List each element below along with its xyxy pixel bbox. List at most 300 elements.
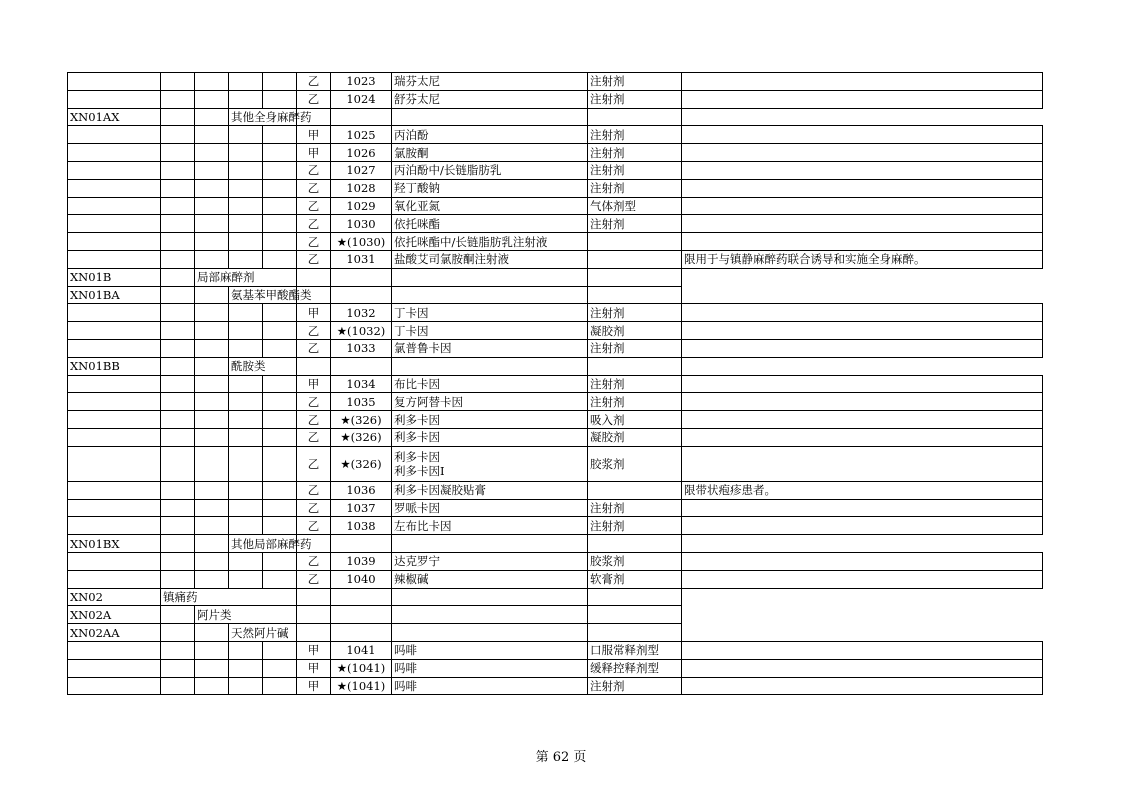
code-cell: XN01BA: [68, 286, 161, 304]
level-cell: [263, 339, 297, 357]
level-cell: [195, 677, 229, 695]
class-cell: 乙: [297, 499, 331, 517]
level-cell: [195, 197, 229, 215]
number-cell: [297, 588, 331, 606]
number-cell: 1034: [331, 375, 392, 393]
level-cell: [161, 90, 195, 108]
drug-name-line: 利多卡因凝胶贴膏: [394, 483, 486, 498]
drug-catalog-table: [67, 72, 1043, 695]
dosage-form: 注射剂: [588, 161, 682, 179]
drug-name: [331, 286, 392, 304]
category-name: 阿片类: [195, 606, 297, 624]
drug-name: [392, 304, 588, 322]
table-row: [68, 677, 1043, 695]
level-cell: [161, 108, 195, 126]
level-cell: [195, 179, 229, 197]
drug-name: [392, 90, 588, 108]
level-cell: [263, 499, 297, 517]
category-name: 局部麻醉剂: [195, 268, 297, 286]
drug-name-line: 利多卡因Ⅰ: [394, 463, 445, 478]
level-cell: [263, 517, 297, 535]
number-cell: 1032: [331, 304, 392, 322]
drug-name: [331, 624, 392, 642]
dosage-form: 胶浆剂: [588, 552, 682, 570]
remark: [588, 357, 682, 375]
code-cell: [68, 179, 161, 197]
class-cell: 甲: [297, 304, 331, 322]
number-cell: 1035: [331, 393, 392, 411]
drug-name: [392, 499, 588, 517]
level-cell: [161, 659, 195, 677]
drug-name-line: 左布比卡因: [394, 518, 452, 533]
class-cell: 乙: [297, 339, 331, 357]
table-row: [68, 286, 1043, 304]
remark: [682, 215, 1043, 233]
class-cell: 甲: [297, 375, 331, 393]
number-cell: 1027: [331, 161, 392, 179]
level-cell: [161, 624, 195, 642]
code-cell: XN02: [68, 588, 161, 606]
drug-name: [392, 161, 588, 179]
level-cell: [229, 304, 263, 322]
level-cell: [161, 215, 195, 233]
category-name: 其他局部麻醉药: [229, 535, 297, 553]
level-cell: [263, 570, 297, 588]
table-row: [68, 339, 1043, 357]
remark: [682, 304, 1043, 322]
drug-name: [331, 606, 392, 624]
level-cell: [161, 481, 195, 499]
table-row: [68, 250, 1043, 268]
class-cell: 甲: [297, 641, 331, 659]
table-row: [68, 570, 1043, 588]
remark: [682, 126, 1043, 144]
code-cell: [68, 641, 161, 659]
class-cell: 乙: [297, 481, 331, 499]
level-cell: [263, 481, 297, 499]
level-cell: [195, 393, 229, 411]
dosage-form: 口服常释剂型: [588, 641, 682, 659]
level-cell: [161, 286, 195, 304]
number-cell: ★(326): [331, 428, 392, 446]
level-cell: [229, 570, 263, 588]
number-cell: 1037: [331, 499, 392, 517]
class-cell: 乙: [297, 73, 331, 91]
level-cell: [161, 499, 195, 517]
level-cell: [161, 570, 195, 588]
drug-name-line: 氯胺酮: [394, 145, 429, 160]
level-cell: [161, 357, 195, 375]
drug-name: [331, 588, 392, 606]
drug-name: [392, 446, 588, 481]
level-cell: [195, 126, 229, 144]
level-cell: [229, 233, 263, 251]
code-cell: [68, 570, 161, 588]
table-row: [68, 624, 1043, 642]
level-cell: [263, 393, 297, 411]
drug-name: [392, 197, 588, 215]
table-row: [68, 179, 1043, 197]
number-cell: 1023: [331, 73, 392, 91]
table-row: [68, 499, 1043, 517]
number-cell: 1039: [331, 552, 392, 570]
number-cell: 1041: [331, 641, 392, 659]
table-row: [68, 304, 1043, 322]
code-cell: XN01AX: [68, 108, 161, 126]
dosage-form: [392, 268, 588, 286]
level-cell: [195, 304, 229, 322]
remark: [682, 428, 1043, 446]
level-cell: [161, 446, 195, 481]
drug-name: [392, 215, 588, 233]
dosage-form: 注射剂: [588, 144, 682, 162]
level-cell: [263, 161, 297, 179]
level-cell: [263, 659, 297, 677]
remark: [682, 375, 1043, 393]
drug-name-line: 盐酸艾司氯胺酮注射液: [394, 252, 509, 267]
remark: [682, 179, 1043, 197]
level-cell: [161, 161, 195, 179]
level-cell: [195, 499, 229, 517]
table-row: [68, 446, 1043, 481]
remark: [588, 108, 682, 126]
level-cell: [229, 552, 263, 570]
level-cell: [263, 126, 297, 144]
number-cell: 1030: [331, 215, 392, 233]
remark: [588, 606, 682, 624]
level-cell: [195, 570, 229, 588]
level-cell: [229, 179, 263, 197]
number-cell: ★(1032): [331, 322, 392, 340]
remark: [682, 499, 1043, 517]
remark: [682, 90, 1043, 108]
table-row: [68, 393, 1043, 411]
code-cell: [68, 393, 161, 411]
remark: [682, 339, 1043, 357]
dosage-form: 吸入剂: [588, 411, 682, 429]
code-cell: [68, 197, 161, 215]
dosage-form: 注射剂: [588, 339, 682, 357]
drug-name-line: 依托咪酯中/长链脂肪乳注射液: [394, 234, 548, 249]
class-cell: 乙: [297, 179, 331, 197]
class-cell: 乙: [297, 90, 331, 108]
level-cell: [161, 179, 195, 197]
remark: [682, 393, 1043, 411]
dosage-form: 注射剂: [588, 393, 682, 411]
class-cell: 甲: [297, 144, 331, 162]
code-cell: XN01B: [68, 268, 161, 286]
code-cell: [68, 446, 161, 481]
level-cell: [195, 375, 229, 393]
level-cell: [161, 250, 195, 268]
drug-name: [392, 73, 588, 91]
class-cell: 乙: [297, 215, 331, 233]
level-cell: [195, 641, 229, 659]
table-row: [68, 90, 1043, 108]
code-cell: [68, 161, 161, 179]
class-cell: 乙: [297, 233, 331, 251]
class-cell: 乙: [297, 411, 331, 429]
remark: [682, 552, 1043, 570]
table-row: [68, 215, 1043, 233]
code-cell: XN01BB: [68, 357, 161, 375]
level-cell: [195, 535, 229, 553]
number-cell: ★(1041): [331, 677, 392, 695]
table-row: [68, 517, 1043, 535]
dosage-form: 注射剂: [588, 90, 682, 108]
code-cell: [68, 428, 161, 446]
number-cell: 1038: [331, 517, 392, 535]
remark: [682, 233, 1043, 251]
table-row: [68, 73, 1043, 91]
level-cell: [229, 677, 263, 695]
level-cell: [161, 304, 195, 322]
level-cell: [195, 481, 229, 499]
level-cell: [195, 659, 229, 677]
dosage-form: [588, 481, 682, 499]
level-cell: [195, 73, 229, 91]
level-cell: [161, 197, 195, 215]
level-cell: [195, 411, 229, 429]
code-cell: [68, 90, 161, 108]
number-cell: [297, 624, 331, 642]
code-cell: [68, 250, 161, 268]
remark: [682, 411, 1043, 429]
level-cell: [229, 481, 263, 499]
level-cell: [263, 197, 297, 215]
level-cell: [161, 268, 195, 286]
category-name: 氨基苯甲酸酯类: [229, 286, 297, 304]
class-cell: 乙: [297, 161, 331, 179]
remark: [682, 446, 1043, 481]
level-cell: [229, 411, 263, 429]
dosage-form: 注射剂: [588, 126, 682, 144]
class-cell: 乙: [297, 250, 331, 268]
level-cell: [161, 393, 195, 411]
code-cell: [68, 552, 161, 570]
number-cell: 1025: [331, 126, 392, 144]
level-cell: [161, 517, 195, 535]
class-cell: 乙: [297, 570, 331, 588]
dosage-form: 缓释控释剂型: [588, 659, 682, 677]
number-cell: ★(1041): [331, 659, 392, 677]
drug-name-line: 羟丁酸钠: [394, 181, 440, 196]
number-cell: ★(326): [331, 446, 392, 481]
drug-name: [392, 659, 588, 677]
drug-name-line: 辣椒碱: [394, 572, 429, 587]
level-cell: [161, 144, 195, 162]
dosage-form: [392, 108, 588, 126]
code-cell: [68, 144, 161, 162]
level-cell: [229, 126, 263, 144]
drug-name: [392, 144, 588, 162]
drug-name-line: 达克罗宁: [394, 554, 440, 569]
page-number: 第 62 页: [535, 750, 587, 765]
level-cell: [161, 535, 195, 553]
level-cell: [229, 659, 263, 677]
number-cell: 1029: [331, 197, 392, 215]
level-cell: [263, 322, 297, 340]
level-cell: [229, 641, 263, 659]
class-cell: 甲: [297, 126, 331, 144]
level-cell: [195, 250, 229, 268]
dosage-form: 注射剂: [588, 517, 682, 535]
drug-name-line: 利多卡因: [394, 449, 440, 464]
level-cell: [161, 552, 195, 570]
drug-name: [392, 233, 588, 251]
level-cell: [229, 428, 263, 446]
number-cell: 1026: [331, 144, 392, 162]
dosage-form: 注射剂: [588, 179, 682, 197]
drug-name: [392, 339, 588, 357]
remark: [588, 268, 682, 286]
level-cell: [229, 161, 263, 179]
table-row: [68, 552, 1043, 570]
level-cell: [195, 446, 229, 481]
level-cell: [161, 322, 195, 340]
remark: [682, 73, 1043, 91]
code-cell: [68, 499, 161, 517]
code-cell: [68, 215, 161, 233]
number-cell: 1031: [331, 250, 392, 268]
drug-name-line: 吗啡: [394, 661, 417, 676]
level-cell: [229, 339, 263, 357]
drug-name-line: 吗啡: [394, 678, 417, 693]
table-row: [68, 588, 1043, 606]
remark: [682, 161, 1043, 179]
level-cell: [195, 215, 229, 233]
drug-name: [331, 357, 392, 375]
level-cell: [263, 179, 297, 197]
table-row: [68, 126, 1043, 144]
code-cell: XN01BX: [68, 535, 161, 553]
level-cell: [161, 73, 195, 91]
class-cell: 乙: [297, 322, 331, 340]
drug-name-line: 布比卡因: [394, 376, 440, 391]
remark: [682, 322, 1043, 340]
dosage-form: [392, 606, 588, 624]
code-cell: [68, 481, 161, 499]
remark: [682, 144, 1043, 162]
drug-name-line: 吗啡: [394, 643, 417, 658]
level-cell: [229, 215, 263, 233]
remark: [682, 517, 1043, 535]
number-cell: 1040: [331, 570, 392, 588]
level-cell: [263, 411, 297, 429]
table-row: [68, 481, 1043, 499]
level-cell: [229, 197, 263, 215]
drug-name: [392, 411, 588, 429]
dosage-form: 凝胶剂: [588, 322, 682, 340]
level-cell: [263, 233, 297, 251]
drug-name-line: 利多卡因: [394, 412, 440, 427]
drug-name: [392, 552, 588, 570]
level-cell: [263, 552, 297, 570]
drug-name-line: 依托咪酯: [394, 216, 440, 231]
dosage-form: 气体剂型: [588, 197, 682, 215]
level-cell: [195, 624, 229, 642]
drug-name-line: 氯普鲁卡因: [394, 341, 452, 356]
code-cell: [68, 339, 161, 357]
drug-name-line: 罗哌卡因: [394, 500, 440, 515]
level-cell: [229, 322, 263, 340]
level-cell: [195, 428, 229, 446]
code-cell: [68, 304, 161, 322]
drug-name-line: 丙泊酚中/长链脂肪乳: [394, 163, 502, 178]
level-cell: [195, 90, 229, 108]
dosage-form: [588, 250, 682, 268]
dosage-form: 凝胶剂: [588, 428, 682, 446]
level-cell: [229, 446, 263, 481]
drug-name-line: 丁卡因: [394, 323, 429, 338]
code-cell: [68, 677, 161, 695]
code-cell: [68, 517, 161, 535]
level-cell: [263, 641, 297, 659]
code-cell: [68, 73, 161, 91]
remark: [682, 570, 1043, 588]
level-cell: [263, 73, 297, 91]
dosage-form: [392, 357, 588, 375]
dosage-form: [392, 286, 588, 304]
table-row: [68, 535, 1043, 553]
drug-name: [392, 677, 588, 695]
level-cell: [263, 428, 297, 446]
drug-name: [392, 393, 588, 411]
dosage-form: 注射剂: [588, 304, 682, 322]
remark: 限用于与镇静麻醉药联合诱导和实施全身麻醉。: [682, 250, 1043, 268]
code-cell: XN02A: [68, 606, 161, 624]
table-row: [68, 606, 1043, 624]
code-cell: [68, 411, 161, 429]
dosage-form: 注射剂: [588, 73, 682, 91]
table-row: [68, 161, 1043, 179]
level-cell: [161, 677, 195, 695]
number-cell: 1024: [331, 90, 392, 108]
number-cell: ★(1030): [331, 233, 392, 251]
level-cell: [195, 144, 229, 162]
level-cell: [263, 677, 297, 695]
dosage-form: 注射剂: [588, 677, 682, 695]
category-name: 天然阿片碱: [229, 624, 297, 642]
level-cell: [263, 90, 297, 108]
level-cell: [195, 357, 229, 375]
dosage-form: [392, 588, 588, 606]
table-row: [68, 357, 1043, 375]
class-cell: 乙: [297, 428, 331, 446]
level-cell: [195, 322, 229, 340]
level-cell: [195, 161, 229, 179]
table-row: [68, 641, 1043, 659]
drug-name-line: 舒芬太尼: [394, 92, 440, 107]
table-row: [68, 659, 1043, 677]
class-cell: 乙: [297, 197, 331, 215]
number-cell: [297, 606, 331, 624]
table-body: [68, 73, 1043, 695]
code-cell: [68, 375, 161, 393]
table-row: [68, 428, 1043, 446]
level-cell: [229, 375, 263, 393]
dosage-form: [588, 233, 682, 251]
remark: [682, 197, 1043, 215]
code-cell: [68, 233, 161, 251]
drug-name: [392, 428, 588, 446]
table-row: [68, 268, 1043, 286]
level-cell: [229, 499, 263, 517]
class-cell: 乙: [297, 517, 331, 535]
level-cell: [161, 411, 195, 429]
level-cell: [161, 233, 195, 251]
number-cell: [297, 357, 331, 375]
